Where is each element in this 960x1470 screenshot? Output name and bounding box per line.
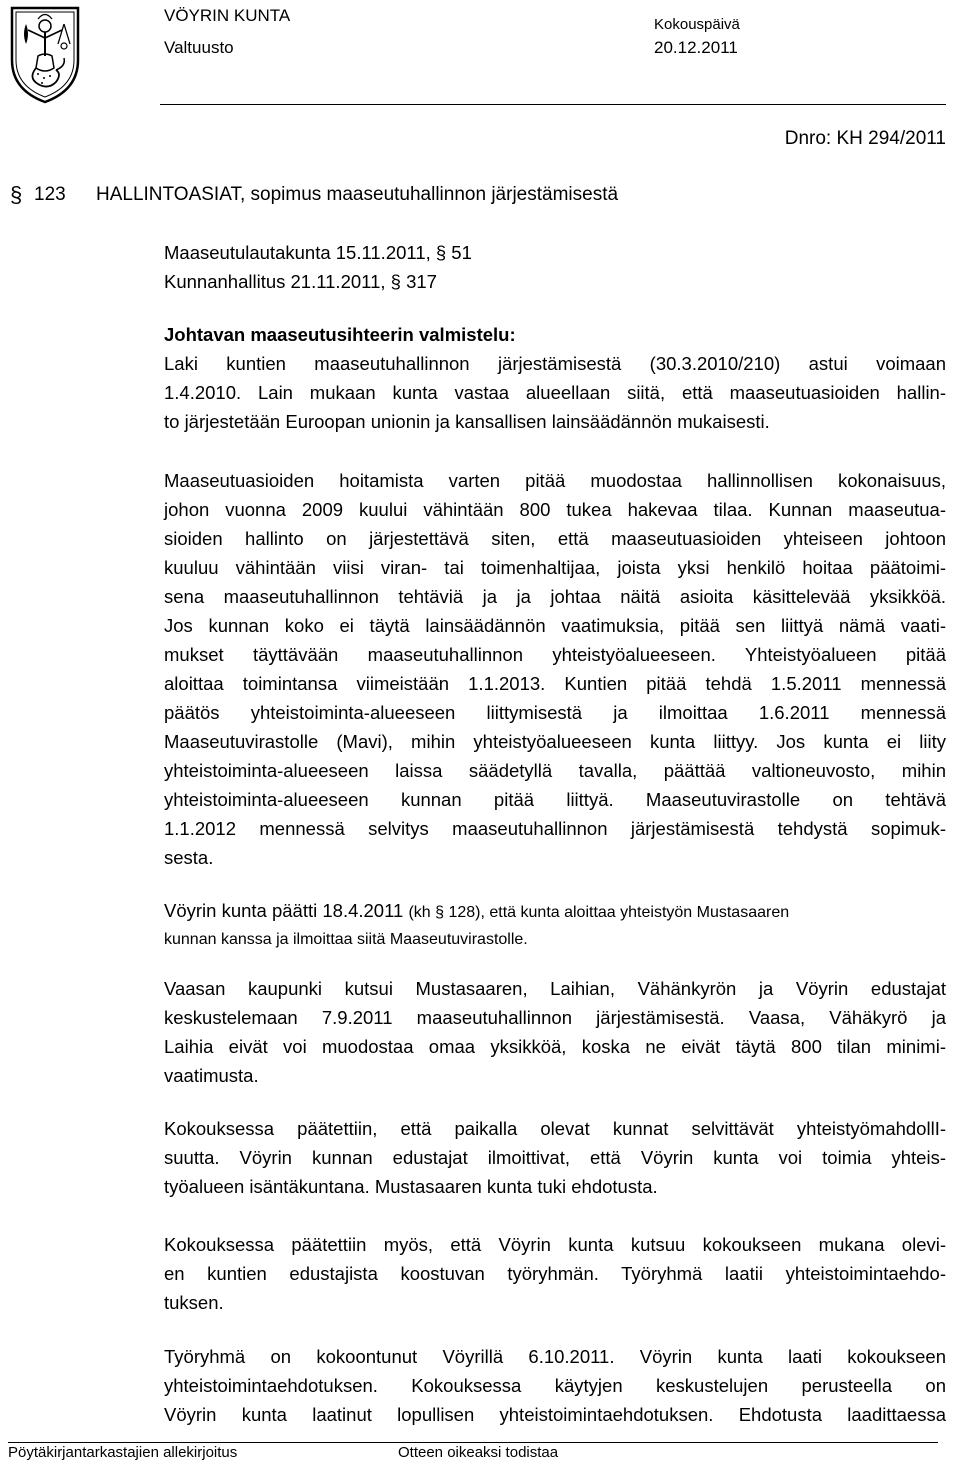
- body-line: sena maaseutuhallinnon tehtäviä ja ja johtaa näitä asioita käsittelevää yksikköä.: [164, 586, 946, 607]
- body-line: Kokouksessa päätettiin, että paikalla olevat kunnat selvittävät yhteistyömahdollI-: [164, 1118, 946, 1139]
- body-line: en kuntien edustajista koostuvan työryhmän. Työryhmä laatii yhteistoimintaehdo-: [164, 1263, 946, 1284]
- dnro: Dnro: KH 294/2011: [784, 128, 946, 149]
- body-line: työalueen isäntäkuntana. Mustasaaren kunta tuki ehdotusta.: [164, 1176, 658, 1197]
- footer-certification-label: Otteen oikeaksi todistaa: [398, 1444, 559, 1461]
- body-line: Työryhmä on kokoontunut Vöyrillä 6.10.2011. Vöyrin kunta laati kokoukseen: [164, 1346, 946, 1367]
- body-line: vaatimusta.: [164, 1065, 259, 1086]
- body-line: tuksen.: [164, 1292, 224, 1313]
- body-line: suutta. Vöyrin kunnan edustajat ilmoittivat, että Vöyrin kunta voi toimia yhteis-: [164, 1147, 946, 1168]
- body-line: kuuluu vähintään viisi viran- tai toimenhaltijaa, joista yksi henkilö hoitaa päätoimi-: [164, 557, 946, 578]
- body-line: yhteistoiminta-alueeseen laissa säädetyllä tavalla, päättää valtioneuvosto, mihin: [164, 760, 946, 781]
- header-divider: [160, 104, 946, 105]
- body-line: to järjestetään Euroopan unionin ja kansallisen lainsäädännön mukaisesti.: [164, 411, 770, 432]
- body-line: yhteistoiminta-alueeseen kunnan pitää liittyä. Maaseutuvirastolle on tehtävä: [164, 789, 946, 810]
- body-line: Maaseutuvirastolle (Mavi), mihin yhteistyöalueeseen kunta liittyy. Jos kunta ei liity: [164, 731, 946, 752]
- body-line: sesta.: [164, 847, 214, 868]
- body-line: kunnan kanssa ja ilmoittaa siitä Maaseutuvirastolle.: [164, 931, 528, 948]
- body-line: Kokouksessa päätettiin myös, että Vöyrin kunta kutsuu kokoukseen mukana olevi-: [164, 1234, 946, 1255]
- meeting-date: 20.12.2011: [654, 38, 738, 57]
- body-line: mukset täyttävään maaseutuhallinnon yhteistyöalueeseen. Yhteistyöalueen pitää: [164, 644, 946, 665]
- body-line: Laihia eivät voi muodostaa omaa yksikköä, koska ne eivät täytä 800 tilan minimi-: [164, 1036, 946, 1057]
- body-line: päätös yhteistoiminta-alueeseen liittymisestä ja ilmoittaa 1.6.2011 mennessä: [164, 702, 946, 723]
- reference-line: Kunnanhallitus 21.11.2011, § 317: [164, 271, 437, 292]
- body-line: aloittaa toimintansa viimeistään 1.1.2013. Kuntien pitää tehdä 1.5.2011 mennessä: [164, 673, 946, 694]
- footer-divider: [8, 1442, 938, 1443]
- section-sign: §: [10, 182, 23, 207]
- section-number: 123: [34, 184, 66, 205]
- body-line: [164, 896, 946, 927]
- body-line: sioiden hallinto on järjestettävä siten, että maaseutuasioiden yhteiseen johtoon: [164, 528, 946, 549]
- body-line: yhteistoimintaehdotuksen. Kokouksessa käytyjen keskustelujen perusteella on: [164, 1375, 946, 1396]
- body-line: Vöyrin kunta laatinut lopullisen yhteistoimintaehdotuksen. Ehdotusta laadittaessa: [164, 1404, 946, 1425]
- decision-text: Vöyrin kunta päätti 18.4.2011: [164, 900, 404, 921]
- section-title: HALLINTOASIAT, sopimus maaseutuhallinnon järjestämisestä: [96, 184, 619, 205]
- body-line: Vaasan kaupunki kutsui Mustasaaren, Laihian, Vähänkyrön ja Vöyrin edustajat: [164, 978, 946, 999]
- decision-reference: (kh § 128), että kunta aloittaa yhteistyön Mustasaaren: [408, 904, 790, 921]
- body-line: keskustelemaan 7.9.2011 maaseutuhallinnon järjestämisestä. Vaasa, Vähäkyrö ja: [164, 1007, 946, 1028]
- reference-line: Maaseutulautakunta 15.11.2011, § 51: [164, 242, 472, 263]
- org-name: VÖYRIN KUNTA: [164, 6, 291, 25]
- footer-signature-label: Pöytäkirjantarkastajien allekirjoitus: [8, 1444, 238, 1461]
- subheading: Johtavan maaseutusihteerin valmistelu:: [164, 324, 516, 345]
- body-line: johon vuonna 2009 kuului vähintään 800 tukea hakevaa tilaa. Kunnan maaseutua-: [164, 499, 946, 520]
- body-line: Laki kuntien maaseutuhallinnon järjestämisestä (30.3.2010/210) astui voimaan: [164, 353, 946, 374]
- body-line: 1.4.2010. Lain mukaan kunta vastaa alueellaan siitä, että maaseutuasioiden hallin-: [164, 382, 946, 403]
- body-line: 1.1.2012 mennessä selvitys maaseutuhallinnon järjestämisestä tehdystä sopimuk-: [164, 818, 946, 839]
- crest-icon: [8, 4, 82, 106]
- body-name: Valtuusto: [164, 38, 234, 57]
- body-line: Maaseutuasioiden hoitamista varten pitää muodostaa hallinnollisen kokonaisuus,: [164, 470, 946, 491]
- meeting-day-label: Kokouspäivä: [654, 16, 740, 33]
- body-line: Jos kunnan koko ei täytä lainsäädännön vaatimuksia, pitää sen liittyä nämä vaati-: [164, 615, 946, 636]
